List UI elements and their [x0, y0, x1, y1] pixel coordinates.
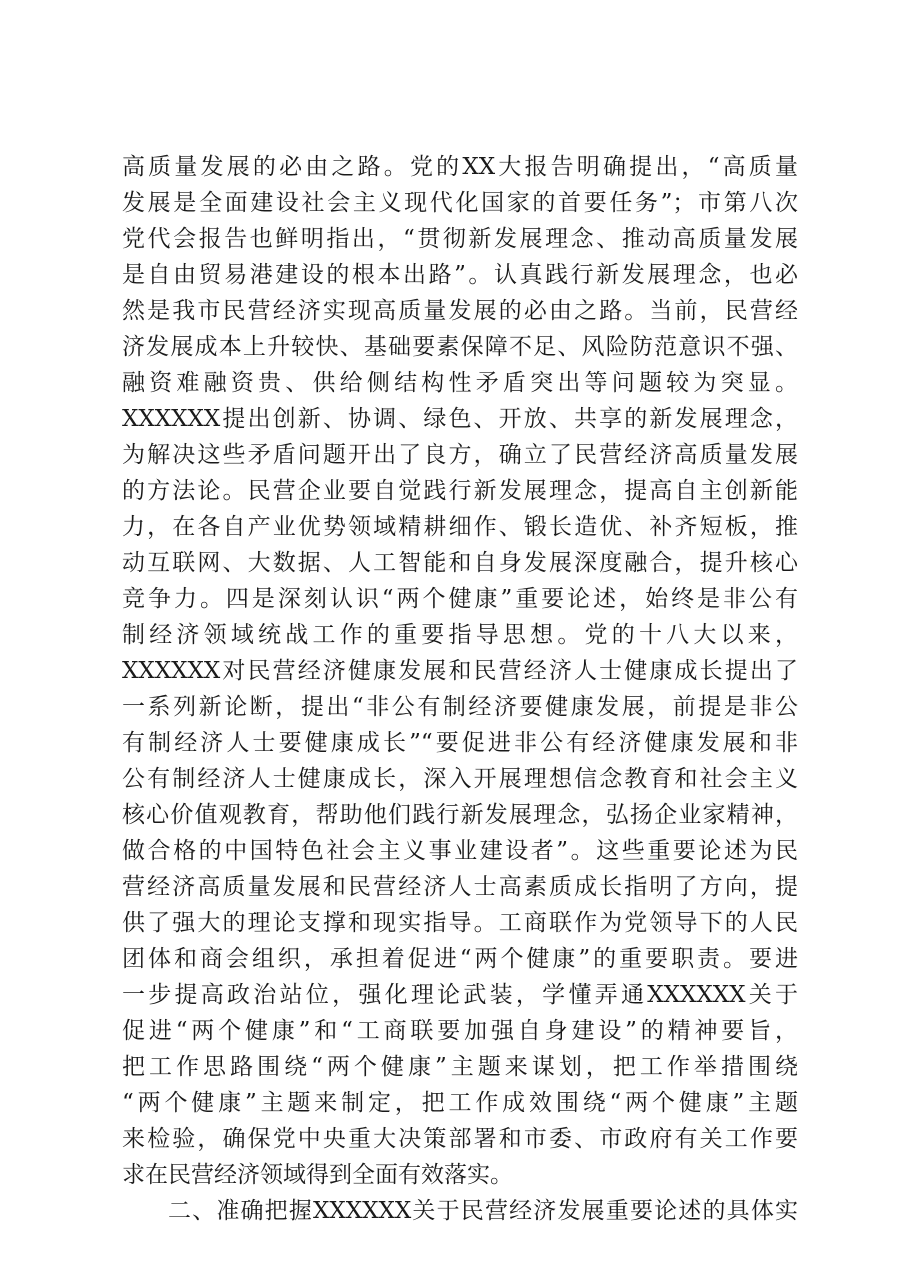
text-line: 供了强大的理论支撑和现实指导。工商联作为党领导下的人民 — [122, 910, 798, 936]
text-line: 一步提高政治站位，强化理论武装，学懂弄通XXXXXX关于 — [122, 982, 798, 1008]
text-line: 把工作思路围绕“两个健康”主题来谋划，把工作举措围绕 — [122, 1054, 798, 1080]
paragraph-end-line: 求在民营经济领域得到全面有效落实。 — [122, 1162, 513, 1188]
text-line: “两个健康”主题来制定，把工作成效围绕“两个健康”主题 — [122, 1090, 798, 1116]
text-line: XXXXXX对民营经济健康发展和民营经济人士健康成长提出了 — [122, 658, 798, 684]
section-heading-line: 二、准确把握XXXXXX关于民营经济发展重要论述的具体实 — [168, 1198, 798, 1224]
text-line: 然是我市民营经济实现高质量发展的必由之路。当前，民营经 — [122, 298, 798, 324]
text-line: XXXXXX提出创新、协调、绿色、开放、共享的新发展理念， — [122, 406, 798, 432]
text-line: 的方法论。民营企业要自觉践行新发展理念，提高自主创新能 — [122, 478, 798, 504]
text-line: 为解决这些矛盾问题开出了良方，确立了民营经济高质量发展 — [122, 442, 798, 468]
text-line: 促进“两个健康”和“工商联要加强自身建设”的精神要旨， — [122, 1018, 798, 1044]
text-line: 发展是全面建设社会主义现代化国家的首要任务”；市第八次 — [122, 190, 798, 216]
text-line: 一系列新论断，提出“非公有制经济要健康发展，前提是非公 — [122, 694, 798, 720]
text-line: 公有制经济人士健康成长，深入开展理想信念教育和社会主义 — [122, 766, 798, 792]
text-line: 有制经济人士要健康成长”“要促进非公有经济健康发展和非 — [122, 730, 798, 756]
text-line: 来检验，确保党中央重大决策部署和市委、市政府有关工作要 — [122, 1126, 798, 1152]
text-line: 制经济领域统战工作的重要指导思想。党的十八大以来， — [122, 622, 798, 648]
text-line: 融资难融资贵、供给侧结构性矛盾突出等问题较为突显。 — [122, 370, 798, 396]
text-line: 营经济高质量发展和民营经济人士高素质成长指明了方向，提 — [122, 874, 798, 900]
text-line: 竞争力。四是深刻认识“两个健康”重要论述，始终是非公有 — [122, 586, 798, 612]
text-line: 做合格的中国特色社会主义事业建设者”。这些重要论述为民 — [122, 838, 798, 864]
text-line: 高质量发展的必由之路。党的XX大报告明确提出，“高质量 — [122, 154, 798, 180]
text-line: 党代会报告也鲜明指出，“贯彻新发展理念、推动高质量发展 — [122, 226, 798, 252]
text-line: 团体和商会组织，承担着促进“两个健康”的重要职责。要进 — [122, 946, 798, 972]
text-line: 是自由贸易港建设的根本出路”。认真践行新发展理念，也必 — [122, 262, 798, 288]
text-line: 力，在各自产业优势领域精耕细作、锻长造优、补齐短板，推 — [122, 514, 798, 540]
text-line: 济发展成本上升较快、基础要素保障不足、风险防范意识不强、 — [122, 334, 798, 360]
text-line: 动互联网、大数据、人工智能和自身发展深度融合，提升核心 — [122, 550, 798, 576]
body-text — [122, 149, 798, 1229]
text-line: 核心价值观教育，帮助他们践行新发展理念，弘扬企业家精神， — [122, 802, 798, 828]
